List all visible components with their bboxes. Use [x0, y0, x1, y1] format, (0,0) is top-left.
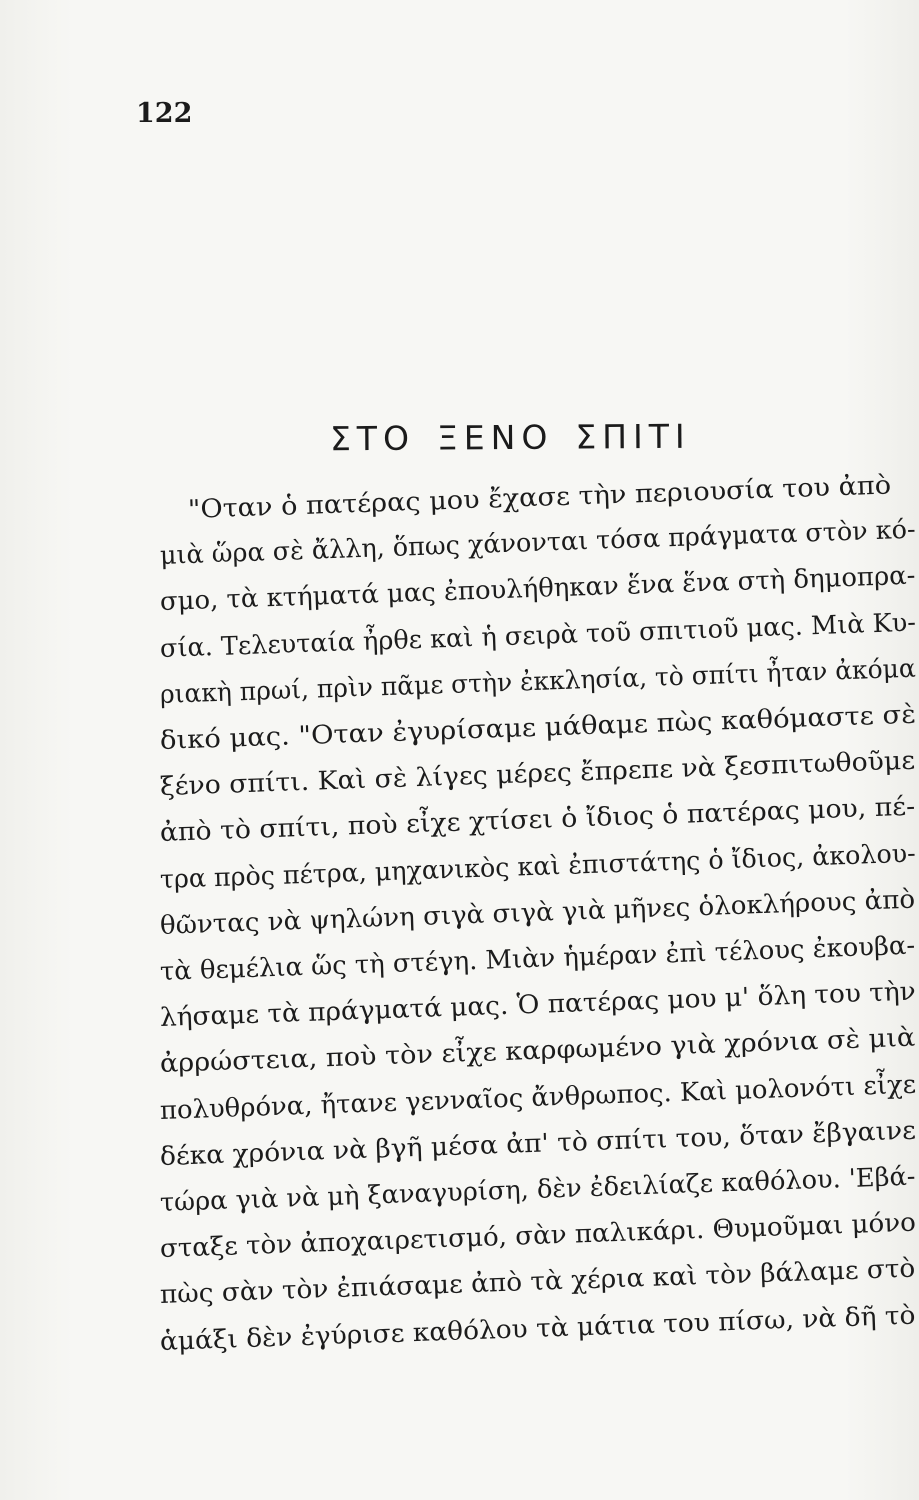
chapter-title-word: ΣΤΟ — [329, 418, 416, 459]
text-line: "Οταν ὁ πατέρας μου ἔχασε τὴν περιουσία του ἀπὸ — [187, 470, 892, 525]
chapter-title — [330, 417, 691, 459]
chapter-title-word: ΣΠΙΤΙ — [575, 416, 691, 457]
text-line: πὼς σὰν τὸν ἐπιάσαμε ἀπὸ τὰ χέρια καὶ τὸν βάλαμε στὸ — [159, 1254, 916, 1311]
text-line: ξένο σπίτι. Καὶ σὲ λίγες μέρες ἔπρεπε νὰ ξεσπιτωθοῦμε — [159, 745, 916, 803]
text-line: λήσαμε τὰ πράγματά μας. Ὁ πατέρας μου μ' ὅλη του τὴν — [159, 976, 917, 1034]
text-line: πολυθρόνα, ἤτανε γενναῖος ἄνθρωπος. Καὶ μολονότι εἶχε — [159, 1069, 917, 1126]
text-line: δικό μας. "Οταν ἐγυρίσαμε μάθαμε πὼς καθόμαστε σὲ — [159, 699, 917, 756]
text-line: τώρα γιὰ νὰ μὴ ξαναγυρίση, δὲν ἐδειλίαζε καθόλου. 'Εβά- — [159, 1161, 916, 1218]
chapter-title-word: ΞΕΝΟ — [436, 417, 554, 458]
text-line: μιὰ ὥρα σὲ ἄλλη, ὅπως χάνονται τόσα πράγματα στὸν κό- — [159, 514, 917, 572]
text-line: τὰ θεμέλια ὥς τὴ στέγη. Μιὰν ἡμέραν ἐπὶ τέλους ἐκουβα- — [159, 930, 916, 987]
text-line: σία. Τελευταία ἦρθε καὶ ἡ σειρὰ τοῦ σπιτιοῦ μας. Μιὰ Κυ- — [159, 607, 917, 664]
page-number: 122 — [136, 98, 193, 129]
text-line: τρα πρὸς πέτρα, μηχανικὸς καὶ ἐπιστάτης ὁ ἴδιος, ἀκολου- — [159, 838, 917, 895]
text-line: σταξε τὸν ἀποχαιρετισμό, σὰν παλικάρι. Θυμοῦμαι μόνο — [159, 1207, 917, 1265]
text-line: σμο, τὰ κτήματά μας ἐπουλήθηκαν ἕνα ἕνα στὴ δημοπρα- — [159, 561, 916, 618]
text-line: ριακὴ πρωί, πρὶν πᾶμε στὴν ἐκκλησία, τὸ σπίτι ἦταν ἀκόμα — [159, 653, 917, 710]
text-line: ἁμάξι δὲν ἐγύρισε καθόλου τὰ μάτια του πίσω, νὰ δῆ τὸ — [159, 1300, 916, 1357]
text-line: θῶντας νὰ ψηλώνη σιγὰ σιγὰ γιὰ μῆνες ὁλοκλήρους ἀπὸ — [159, 884, 916, 941]
text-line: ἀρρώστεια, ποὺ τὸν εἶχε καρφωμένο γιὰ χρόνια σὲ μιὰ — [159, 1023, 916, 1080]
text-line: δέκα χρόνια νὰ βγῆ μέσα ἀπ' τὸ σπίτι του, ὅταν ἔβγαινε — [159, 1115, 917, 1172]
text-line: ἀπὸ τὸ σπίτι, ποὺ εἶχε χτίσει ὁ ἴδιος ὁ πατέρας μου, πέ- — [159, 792, 916, 849]
